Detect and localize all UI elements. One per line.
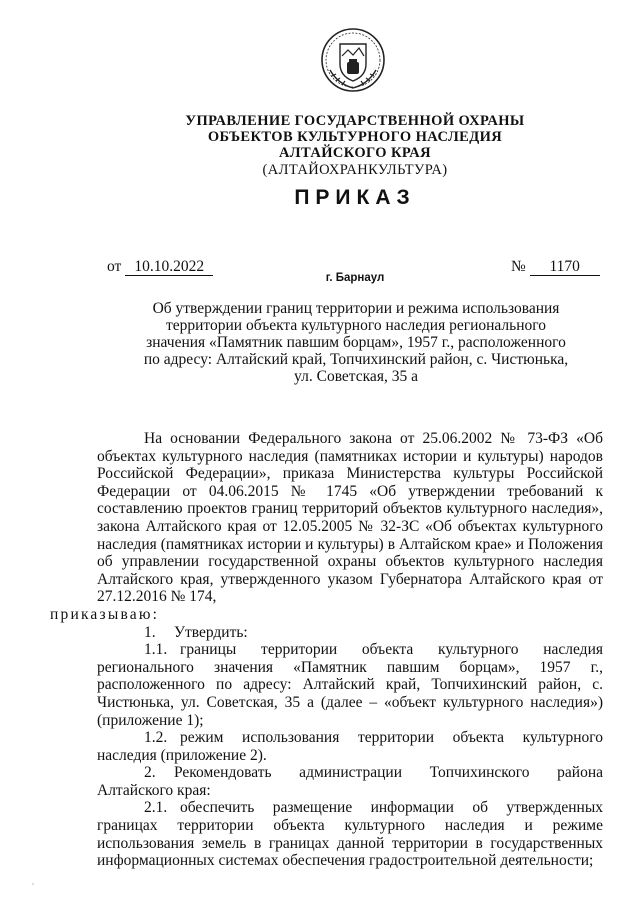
order-word: приказываю: (50, 605, 160, 623)
preamble-paragraph (50, 430, 603, 624)
item-2-number: 2. (144, 764, 156, 782)
item-1-1-number: 1.1. (144, 641, 168, 659)
item-1-1-text: границы территории объекта культурного наследия регионального значения «Памятник павшим борцам», 1957 г., расположенного по адресу: Алтайский край, Топчихинский район, с. Чистюнька, ул. Советская, 35 а (далее – «объект культурного наследия») (приложение 1); (97, 641, 603, 729)
item-1-2-number: 1.2. (144, 729, 168, 747)
item-1-2 (97, 729, 603, 764)
item-2 (97, 764, 603, 799)
org-name-line-3: АЛТАЙСКОГО КРАЯ (278, 145, 432, 161)
document-title: ПРИКАЗ (294, 186, 416, 209)
item-1-1 (97, 641, 603, 729)
item-2-text: Рекомендовать администрации Топчихинского района Алтайского края: (97, 764, 603, 799)
preamble-text: На основании Федерального закона от 25.06.2002 № 73-ФЗ «Об объектах культурного наследия (памятниках истории и культуры) народов Российской Федерации», приказа Министерства культуры Российской Федерации от 04.06.2015 № 1745 «Об утверждении требований к составлению проектов границ территорий объектов культурного наследия», закона Алтайского края от 12.05.2005 № 32-ЗС «Об объектах культурного наследия (памятниках истории и культуры) в Алтайском крае» и Положения об управлении государственной охраны объектов культурного наследия Алтайского края, утвержденного указом Губернатора Алтайского края от 27.12.2016 № 174, (97, 430, 603, 606)
item-2-1 (97, 799, 603, 869)
item-1-number: 1. (144, 623, 156, 641)
org-name-line-2: ОБЪЕКТОВ КУЛЬТУРНОГО НАСЛЕДИЯ (207, 129, 503, 145)
item-1-text: Утвердить: (174, 623, 248, 641)
city: г. Барнаул (325, 272, 385, 284)
document-number: 1170 (530, 259, 600, 276)
scan-mark (32, 883, 34, 885)
document-date: 10.10.2022 (125, 259, 213, 276)
item-1 (97, 624, 603, 642)
number-prefix: № (511, 258, 526, 275)
coat-of-arms-icon (318, 26, 388, 96)
item-1-2-text: режим использования территории объекта культурного наследия (приложение 2). (97, 729, 603, 764)
date-prefix: от (107, 258, 122, 275)
document-body (50, 430, 603, 870)
document-subject: Об утверждении границ территории и режима использования территории объекта культурного наследия регионального значения «Памятник павшим борцам», 1957 г., расположенного по адресу: Алтайский край, Топчихинский район, с. Чистюнька, ул. Советская, 35 а (143, 300, 569, 385)
org-abbreviation: (АЛТАЙОХРАНКУЛЬТУРА) (262, 162, 448, 178)
org-name-line-1: УПРАВЛЕНИЕ ГОСУДАРСТВЕННОЙ ОХРАНЫ (185, 113, 525, 129)
item-2-1-text: обеспечить размещение информации об утвержденных границах территории объекта культурного наследия и режиме использования земель в границах данной территории в государственных информационных системах обеспечения градостроительной деятельности; (97, 799, 603, 870)
item-2-1-number: 2.1. (144, 799, 168, 817)
